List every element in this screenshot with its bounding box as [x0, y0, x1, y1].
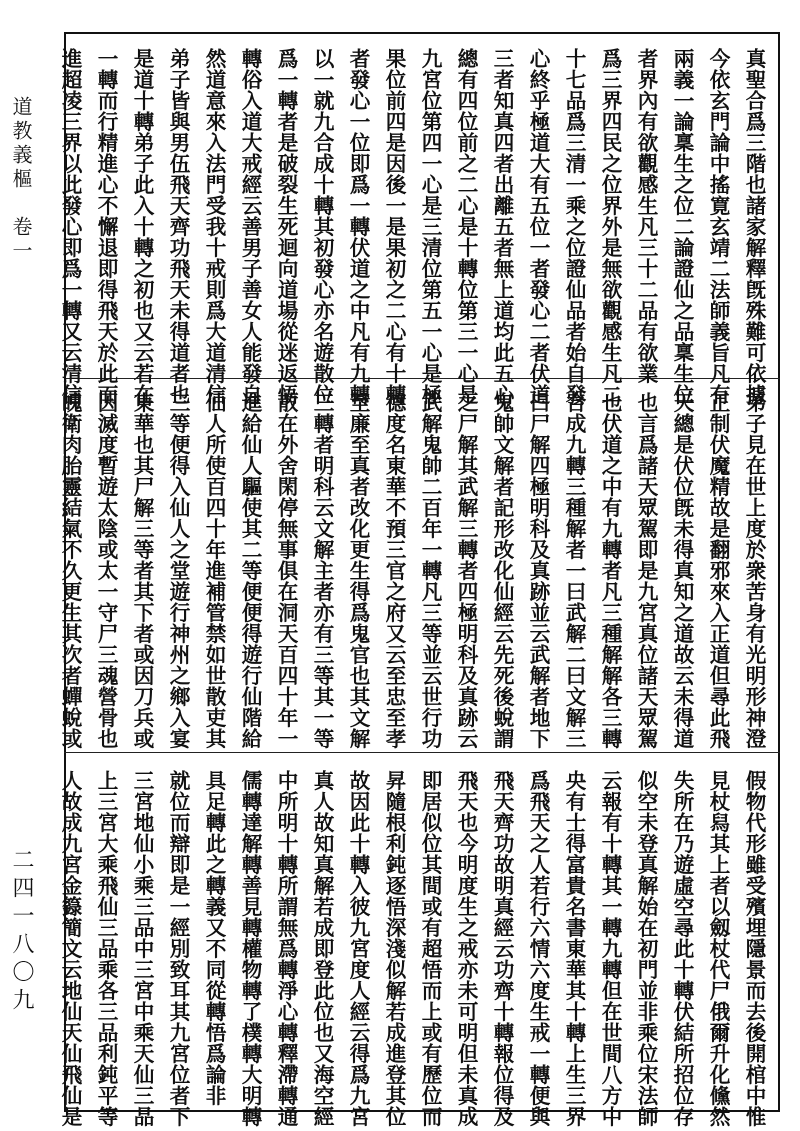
text-column: 真人故知真解若成即登此位也又海空經: [310, 770, 334, 1127]
text-column: 上三宮大乘飛仙三品乘各三品利鈍平等: [94, 770, 118, 1127]
text-column: 弟子皆與男伍飛天齊功飛天未得道者也: [166, 48, 190, 405]
margin-book-title: 道教義樞 卷一: [9, 96, 33, 264]
text-column: 心終乎極道大有五位一者發心二者伏道: [526, 48, 550, 405]
margin-page-number: 二四一八〇九: [9, 848, 34, 1016]
text-column: 三者知真四者出離五者無上道均此五心: [490, 48, 514, 405]
text-column: 十七品爲三清一乘之位證仙品者始自發: [562, 48, 586, 405]
text-column: 至廉至真者改化更生得爲鬼官也其文解: [346, 392, 370, 749]
text-column: 轉俗入道大戒經云善男子善女人能發自: [238, 48, 262, 405]
text-column: 東華也其尸解三等者其下者或因刀兵或: [130, 392, 154, 749]
text-column: 也言爲諸天眾駕即是九宮真位諸天眾駕: [634, 392, 658, 749]
text-register-middle: [58, 392, 772, 749]
text-column: 之尸解其武解三轉者四極明科及真跡云: [454, 392, 478, 749]
text-column: 者發心一位即爲一轉伏道之中凡有九轉: [346, 48, 370, 405]
text-column: 以一就九合成十轉其初發心亦名遊散位: [310, 48, 334, 405]
text-column: 今依玄門論中搖寛玄靖二法師義旨凡有: [706, 48, 730, 405]
text-column: 中所明十轉所謂無爲轉淨心轉釋滯轉通: [274, 770, 298, 1127]
text-column: 失所在乃遊虛空尋此十轉伏結所招位存: [670, 770, 694, 1127]
text-column: 因滅度暫遊太陰或太一守尸三魂營骨也: [94, 392, 118, 749]
text-column: 爲飛天之人若行六情六度生戒一轉便與: [526, 770, 550, 1127]
text-column: 者界內有欲觀感生凡三十二品有欲業: [634, 48, 658, 384]
text-column: 一轉而行精進心不懈退即得飛天於此而: [94, 48, 118, 405]
text-column: 進超凌三界以此發心即爲一轉又云清信: [58, 48, 82, 405]
text-column: 散在外舍閑停無事俱在洞天百四十年一: [274, 392, 298, 749]
text-column: 曰尸解四極明科及真跡並云武解者地下: [526, 392, 550, 749]
text-column: 三等便得入仙人之堂遊行神州之鄉入宴: [166, 392, 190, 749]
text-column: 即居似位其間或有超悟而上或有歷位而: [418, 770, 442, 1127]
text-column: 似空未登真解始在初門並非乘位宋法師: [634, 770, 658, 1127]
register-divider-lower: [64, 752, 780, 753]
text-register-bottom: [58, 770, 772, 1127]
text-column: 武解鬼帥二百年一轉凡三等並云世行功: [418, 392, 442, 749]
text-column: 爲一轉者是破裂生死迴向道場從迷返悟: [274, 48, 298, 405]
text-column: 具足轉此之轉義又不同從轉悟爲論非: [202, 770, 226, 1106]
text-column: 故因此十轉入彼九宮度人經云得爲九宮: [346, 770, 370, 1127]
text-column: 見杖舄其上者以劔杖代尸俄爾升化儵然: [706, 770, 730, 1127]
text-column: 兩義一論稟生之位二論證仙之品稟生位: [670, 48, 694, 405]
text-column: 飛天也今明度生之戒亦未可明但未真成: [454, 770, 478, 1127]
text-column: 魄衛肉胎靈結氣不久更生其次者蟬蛻或: [58, 392, 82, 749]
text-column: 弟子見在世上度於衆苦身有光明形神澄: [742, 392, 766, 749]
text-column: 正制伏魔精故是翻邪來入正道但尋此飛: [706, 392, 730, 749]
text-column: 仙人所使百四十年進補管禁如世散吏其: [202, 392, 226, 749]
text-column: 飛天齊功故明真經云功齊十轉報位得及: [490, 770, 514, 1127]
text-column: 鬼帥文解者記形改化仙經云先死後蛻謂: [490, 392, 514, 749]
text-column: 爲三界四民之位界外是無欲觀感生凡二: [598, 48, 622, 405]
text-column: 果位前四是因後一是果初之二心有十轉: [382, 48, 406, 405]
text-register-top: [58, 48, 772, 405]
text-column: 昇隨根利鈍逐悟深淺似解若成進登其位: [382, 770, 406, 1127]
text-column: 然道意來入法門受我十戒則爲大道清信: [202, 48, 226, 405]
text-column: 就位而辯即是一經別致耳其九宮位者下: [166, 770, 190, 1127]
text-column: 也伏道之中有九轉者凡三種解解各三轉: [598, 392, 622, 749]
text-column: 九宮位第四一心是三清位第五一心是極: [418, 48, 442, 405]
text-column: 天總是伏位旣未得真知之道故云未得道: [670, 392, 694, 749]
text-column: 央有士得富貴名書東華其十轉上生三界: [562, 770, 586, 1127]
text-column: 三轉者明科云文解主者亦有三等其一等: [310, 392, 334, 749]
text-column: 云報有十轉其一轉九轉但在世間八方中: [598, 770, 622, 1127]
text-column: 合成九轉三種解者一曰武解二曰文解三: [562, 392, 586, 749]
text-column: 總有四位前之二心是十轉位第三一心是: [454, 48, 478, 405]
text-column: 進給仙人驅使其二等便便得遊行仙階給: [238, 392, 262, 749]
text-column: 三宮地仙小乘三品中三宮中乘天仙三品: [130, 770, 154, 1127]
text-column: 人故成九宮金籙簡文云地仙天仙飛仙是: [58, 770, 82, 1127]
text-column: 德度名東華不預三官之府又云至忠至孝: [382, 392, 406, 749]
text-column: 是道十轉弟子此入十轉之初也又云若在: [130, 48, 154, 405]
text-column: 假物代形雖受殯埋隱景而去後開棺中惟: [742, 770, 766, 1127]
text-column: 儒轉達解轉善見轉權物轉了樸轉大明轉: [238, 770, 262, 1127]
text-column: 真聖合爲三階也諸家解釋旣殊難可依據: [742, 48, 766, 405]
